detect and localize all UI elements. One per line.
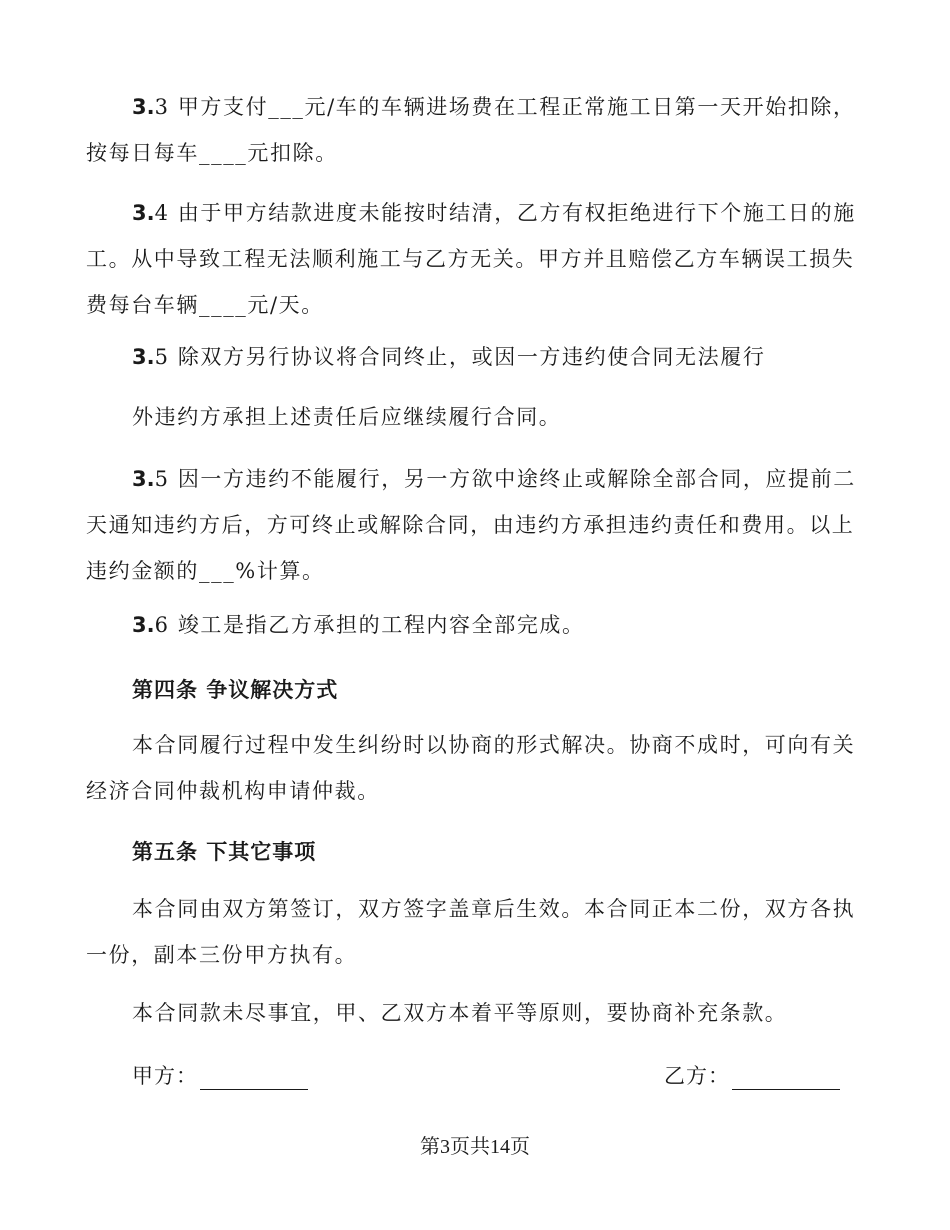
clause-number: 3. (132, 467, 155, 491)
page-footer: 第3页共14页 (420, 1136, 530, 1158)
party-a-signature (132, 1060, 308, 1090)
article-5-text-1: 本合同由双方第签订，双方签字盖章后生效。本合同正本二份，双方各执一份，副本三份甲方执有。 (86, 897, 856, 967)
clause-number: 3. (132, 95, 155, 119)
clause-number: 3. (132, 345, 155, 369)
clause-text: 6 竣工是指乙方承担的工程内容全部完成。 (154, 613, 585, 637)
clause-text: 外违约方承担上述责任后应继续履行合同。 (132, 405, 562, 429)
clause-number: 3. (132, 613, 155, 637)
clause-3-5b (86, 456, 876, 594)
clause-text: 3 甲方支付___元/车的车辆进场费在工程正常施工日第一天开始扣除，按每日每车____元扣除。 (86, 95, 856, 165)
party-b-label: 乙方： (664, 1064, 730, 1088)
article-5-text-2: 本合同款未尽事宜，甲、乙双方本着平等原则，要协商补充条款。 (132, 1001, 788, 1025)
clause-3-5a-continued (86, 394, 876, 440)
clause-text: 5 因一方违约不能履行，另一方欲中途终止或解除全部合同，应提前二天通知违约方后，方可终止或解除合同，由违约方承担违约责任和费用。以上违约金额的___%计算。 (86, 467, 856, 583)
clause-text: 4 由于甲方结款进度未能按时结清，乙方有权拒绝进行下个施工日的施工。从中导致工程无法顺利施工与乙方无关。甲方并且赔偿乙方车辆误工损失费每台车辆____元/天。 (86, 201, 856, 317)
party-a-signature-line (200, 1067, 308, 1090)
party-a-label: 甲方： (132, 1064, 198, 1088)
clause-number: 3. (132, 201, 155, 225)
party-b-signature-line (732, 1067, 840, 1090)
article-5-heading: 第五条 下其它事项 (132, 840, 317, 864)
clause-text: 5 除双方另行协议将合同终止，或因一方违约使合同无法履行 (154, 345, 766, 369)
party-b-signature (664, 1060, 840, 1090)
article-4-heading: 第四条 争议解决方式 (132, 678, 339, 702)
article-4-text: 本合同履行过程中发生纠纷时以协商的形式解决。协商不成时，可向有关经济合同仲裁机构申请仲裁。 (86, 733, 856, 803)
clause-3-3 (86, 84, 876, 176)
clause-3-5a (86, 334, 876, 380)
clause-3-6 (86, 602, 876, 648)
clause-3-4 (86, 190, 876, 328)
